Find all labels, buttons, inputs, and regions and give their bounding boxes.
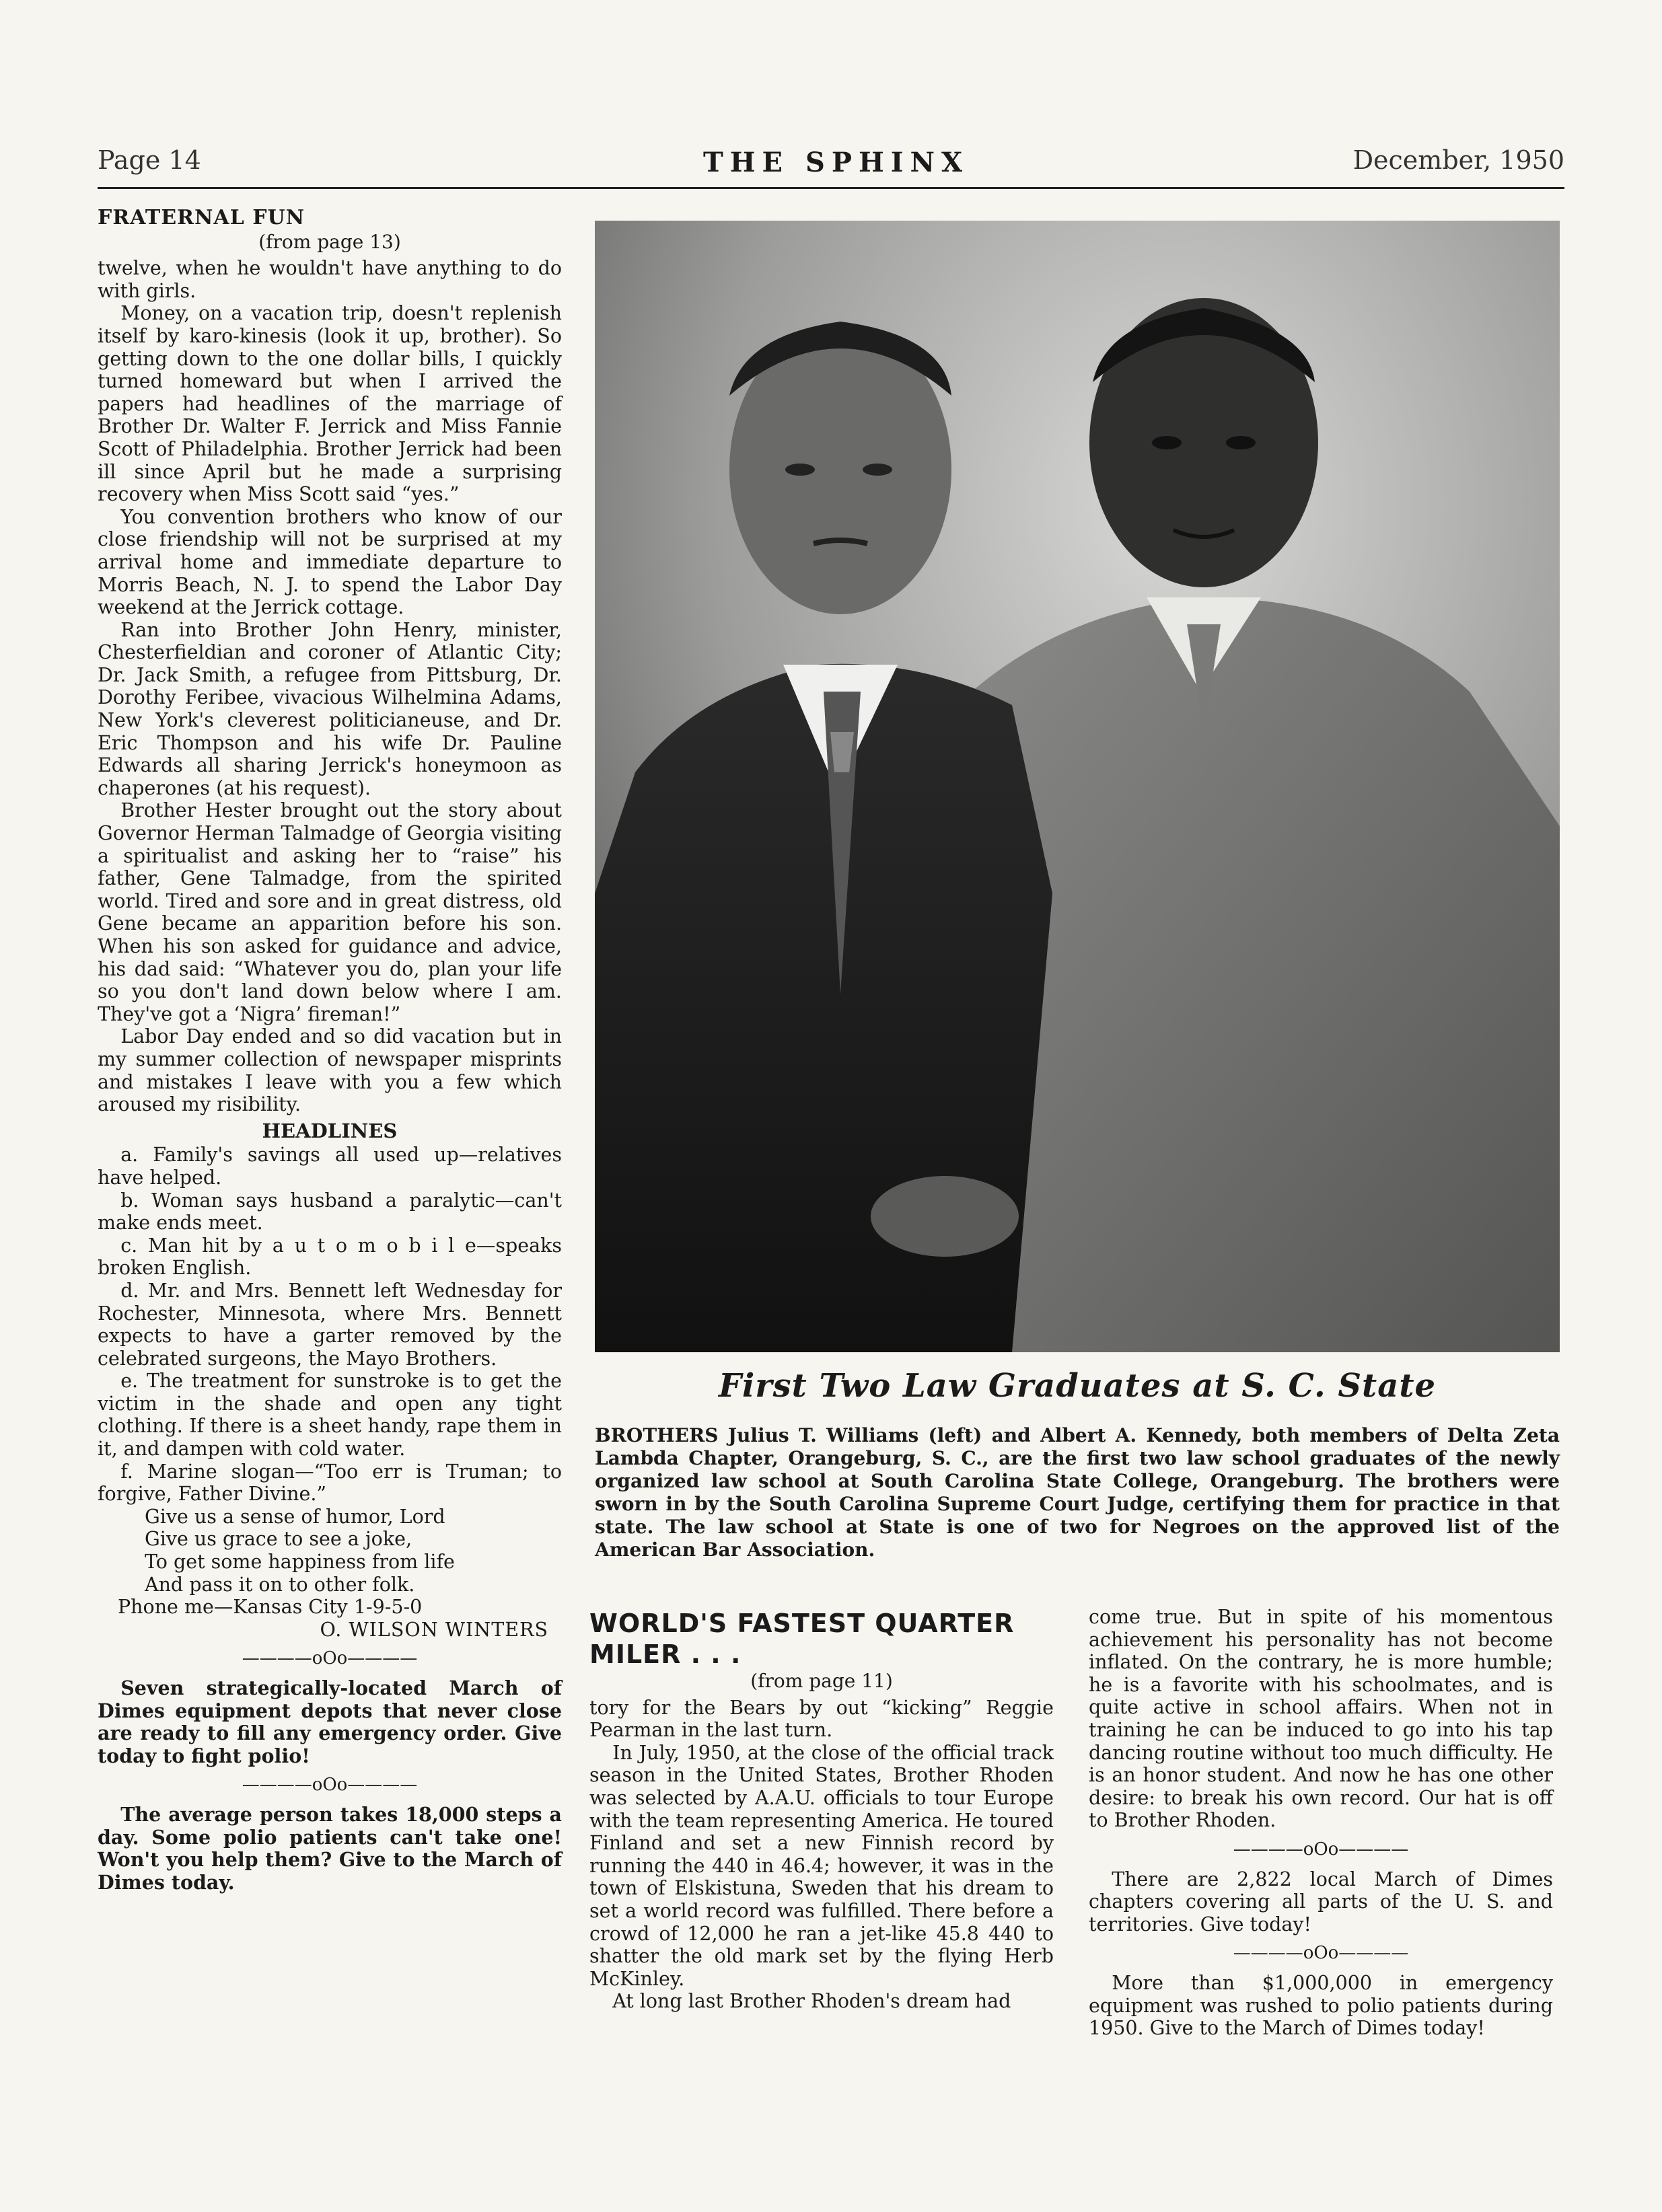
column-heading: FRATERNAL FUN bbox=[98, 206, 305, 229]
page-header bbox=[98, 140, 1564, 189]
photo-caption-title: First Two Law Graduates at S. C. State bbox=[718, 1367, 1437, 1405]
paragraph: come true. But in spite of his momentous achievement his personality has not become inflated. On the contrary, he is more humble; he is a favorite with his schoolmates, and is quite active in school affairs. When not in training he can be induced to go into his tap dancing routine without too much difficulty. He is an honor student. And now he has one other desire: to break his own record. Our hat is off to Brother Rhoden. bbox=[1089, 1606, 1553, 1832]
paragraph: Money, on a vacation trip, doesn't replenish itself by karo-kinesis (look it up, brother). So getting down to the one dollar bills, I quickly turned homeward but when I arrived the papers had headlines of the marriage of Brother Dr. Walter F. Jerrick and Miss Fannie Scott of Philadelphia. Brother Jerrick had been ill since April but he made a surprising recovery when Miss Scott said “yes.” bbox=[98, 302, 562, 506]
headlines-title: HEADLINES bbox=[262, 1119, 398, 1142]
quarter-miler-column bbox=[589, 1608, 1054, 2013]
continued-from: (from page 13) bbox=[258, 230, 401, 253]
separator: ————oOo———— bbox=[242, 1775, 418, 1796]
filler-paragraph: The average person takes 18,000 steps a day. Some polio patients can't take one! Won't you help them? Give to the March of Dimes today. bbox=[98, 1802, 562, 1894]
phone-line: Phone me—Kansas City 1-9-5-0 bbox=[118, 1596, 423, 1619]
fraternal-fun-column bbox=[98, 204, 562, 1894]
paragraph: tory for the Bears by out “kicking” Reggie Pearman in the last turn. bbox=[589, 1696, 1054, 1742]
list-item: f. Marine slogan—“Too err is Truman; to forgive, Father Divine.” bbox=[98, 1460, 562, 1506]
poem-line: Give us grace to see a joke, bbox=[145, 1528, 412, 1551]
paragraph: Ran into Brother John Henry, minister, Chesterfieldian and coroner of Atlantic City; Dr. Jack Smith, a refugee from Pittsburg, Dr. Dorothy Feribee, vivacious Wilhelmina Adams, New York's cleverest politicianeuse, and Dr. Eric Thompson and his wife Dr. Pauline Edwards all sharing Jerrick's honeymoon as chaperones (at his request). bbox=[98, 618, 562, 799]
article-heading: WORLD'S FASTEST QUARTER MILER . . . bbox=[589, 1609, 1015, 1669]
list-item: c. Man hit by a u t o m o b i l e—speaks broken English. bbox=[98, 1234, 562, 1280]
headlines-list bbox=[98, 1144, 562, 1506]
continued-from: (from page 11) bbox=[750, 1670, 893, 1692]
filler-paragraph: More than $1,000,000 in emergency equipment was rushed to polio patients during 1950. Give to the March of Dimes today! bbox=[1089, 1971, 1553, 2040]
magazine-title: THE SPHINX bbox=[703, 147, 970, 178]
paragraph: At long last Brother Rhoden's dream had bbox=[612, 1990, 1011, 2013]
portrait-photo bbox=[595, 221, 1560, 1352]
paragraph: You convention brothers who know of our close friendship will not be surprised at my arrival home and immediate departure to Morris Beach, N. J. to spend the Labor Day weekend at the Jerrick cottage. bbox=[98, 505, 562, 619]
paragraph: twelve, when he wouldn't have anything to do with girls. bbox=[98, 257, 562, 302]
list-item: e. The treatment for sunstroke is to get the victim in the shade and open any tight clothing. If there is a sheet handy, rape them in it, and dampen with cold water. bbox=[98, 1370, 562, 1461]
separator: ————oOo———— bbox=[1233, 1943, 1409, 1964]
paragraph: In July, 1950, at the close of the official track season in the United States, Brother Rhoden was selected by A.A.U. officials to tour Europe with the team representing America. He toured Finland and set a new Finnish record by running the 440 in 46.4; however, it was in the town of Elskistuna, Sweden that his dream to set a world record was fulfilled. There before a crowd of 12,000 he ran a jet-like 45.8 440 to shatter the old mark set by the flying Herb McKinley. bbox=[589, 1741, 1054, 1990]
page-number: Page 14 bbox=[98, 145, 201, 175]
filler-paragraph: There are 2,822 local March of Dimes chapters covering all parts of the U. S. and territories. Give today! bbox=[1089, 1868, 1553, 1936]
separator: ————oOo———— bbox=[1233, 1839, 1409, 1859]
author-signature: O. WILSON WINTERS bbox=[320, 1618, 548, 1641]
continuation-column bbox=[1089, 1606, 1553, 2040]
poem-line: Give us a sense of humor, Lord bbox=[145, 1505, 445, 1528]
issue-date: December, 1950 bbox=[1352, 145, 1564, 175]
portrait-illustration bbox=[595, 221, 1560, 1352]
paragraph: Labor Day ended and so did vacation but in my summer collection of newspaper misprints and mistakes I leave with you a few which aroused my risibility. bbox=[98, 1025, 562, 1116]
photo-caption: BROTHERS Julius T. Williams (left) and Albert A. Kennedy, both members of Delta Zeta Lambda Chapter, Orangeburg, S. C., are the first two law school graduates of the newly organized law school at South Carolina State College, Orangeburg. The brothers were sworn in by the South Carolina Supreme Court Judge, certifying them for practice in that state. The law school at State is one of two for Negroes on the approved list of the American Bar Association. bbox=[595, 1424, 1560, 1561]
separator: ————oOo———— bbox=[242, 1648, 418, 1669]
list-item: b. Woman says husband a paralytic—can't make ends meet. bbox=[98, 1189, 562, 1234]
poem-line: To get some happiness from life bbox=[145, 1551, 455, 1574]
filler-paragraph: Seven strategically-located March of Dimes equipment depots that never close are ready to fill any emergency order. Give today to fight polio! bbox=[98, 1676, 562, 1767]
list-item: a. Family's savings all used up—relatives have helped. bbox=[98, 1144, 562, 1189]
paragraph: Brother Hester brought out the story about Governor Herman Talmadge of Georgia visiting a spiritualist and asking her to “raise” his father, Gene Talmadge, from the spirited world. Tired and sore and in great distress, old Gene became an apparition before his son. When his son asked for guidance and advice, his dad said: “Whatever you do, plan your life so you don't land down below where I am. They've got a ‘Nigra’ fireman!” bbox=[98, 799, 562, 1025]
poem-line: And pass it on to other folk. bbox=[145, 1573, 415, 1596]
list-item: d. Mr. and Mrs. Bennett left Wednesday for Rochester, Minnesota, where Mrs. Bennett expects to have a garter removed by the celebrated surgeons, the Mayo Brothers. bbox=[98, 1279, 562, 1370]
